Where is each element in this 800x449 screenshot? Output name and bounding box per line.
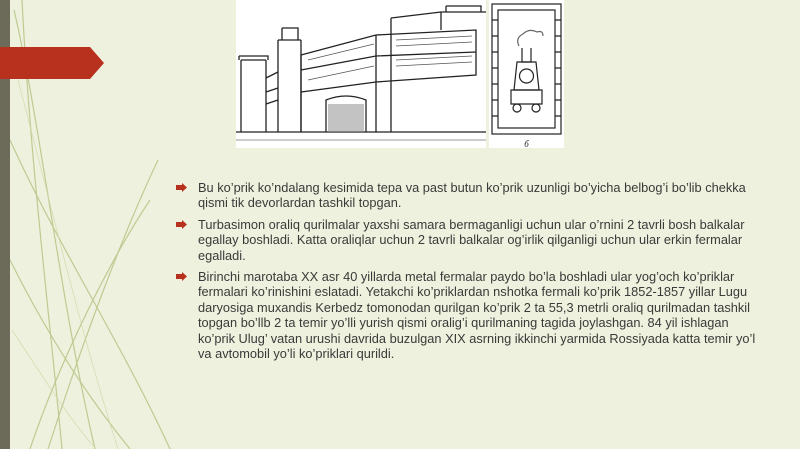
red-arrow-bullet-icon bbox=[176, 220, 187, 229]
slide-body bbox=[174, 180, 764, 367]
locomotive-drawing bbox=[489, 0, 564, 140]
bullet-text-1: Bu ko’prik ko’ndalang kesimida tepa va past butun ko’prik uzunligi bo’yicha belbog’i bo’lib chekka qismi tik devorlardan tashkil topgan. bbox=[198, 180, 746, 211]
bullet-item-2 bbox=[174, 217, 764, 263]
locomotive-cross-section-illustration bbox=[489, 0, 564, 148]
bullet-item-3 bbox=[174, 269, 764, 361]
bullet-list bbox=[174, 180, 764, 361]
red-arrow-bullet-icon bbox=[176, 272, 187, 281]
red-title-tab bbox=[0, 47, 104, 79]
bridge-drawing bbox=[236, 0, 486, 148]
bullet-text-3: Birinchi marotaba XX asr 40 yillarda metal fermalar paydo bo’la boshladi ular yog’och ko’priklar fermalari ko’rinishini eslatadi. Yetakchi ko’priklardan nshotka fermali ko’prik 1852-1857 yillar Lugu daryosiga muxandis Kerbedz tomonodan qurilgan ko’prik 2 ta 55,3 metrli oraliq qurilmadan tashkil topgan bo’llb 2 ta temir yo’lli yurish qismi oralig’i qurilmaning tagida joylashgan. 84 yil ishlagan ko’prik Ulug’ vatan urushi davrida buzulgan XIX asrning ikkinchi yarmida Rossiyada katta temir yo’l va avtomobil yo’li ko’priklari qurildi. bbox=[198, 269, 756, 362]
figure-label-b: б bbox=[524, 139, 529, 149]
bridge-illustration bbox=[236, 0, 486, 148]
bullet-text-2: Turbasimon oraliq qurilmalar yaxshi samara bermaganligi uchun ular o’rnini 2 tavrli bosh balkalar egallay boshladi. Katta oraliqlar uchun 2 tavrli balkalar og’irlik qilganligi uchun ular erkin fermalar egalladi. bbox=[198, 216, 745, 263]
bullet-item-1 bbox=[174, 180, 764, 211]
red-arrow-bullet-icon bbox=[176, 183, 187, 192]
